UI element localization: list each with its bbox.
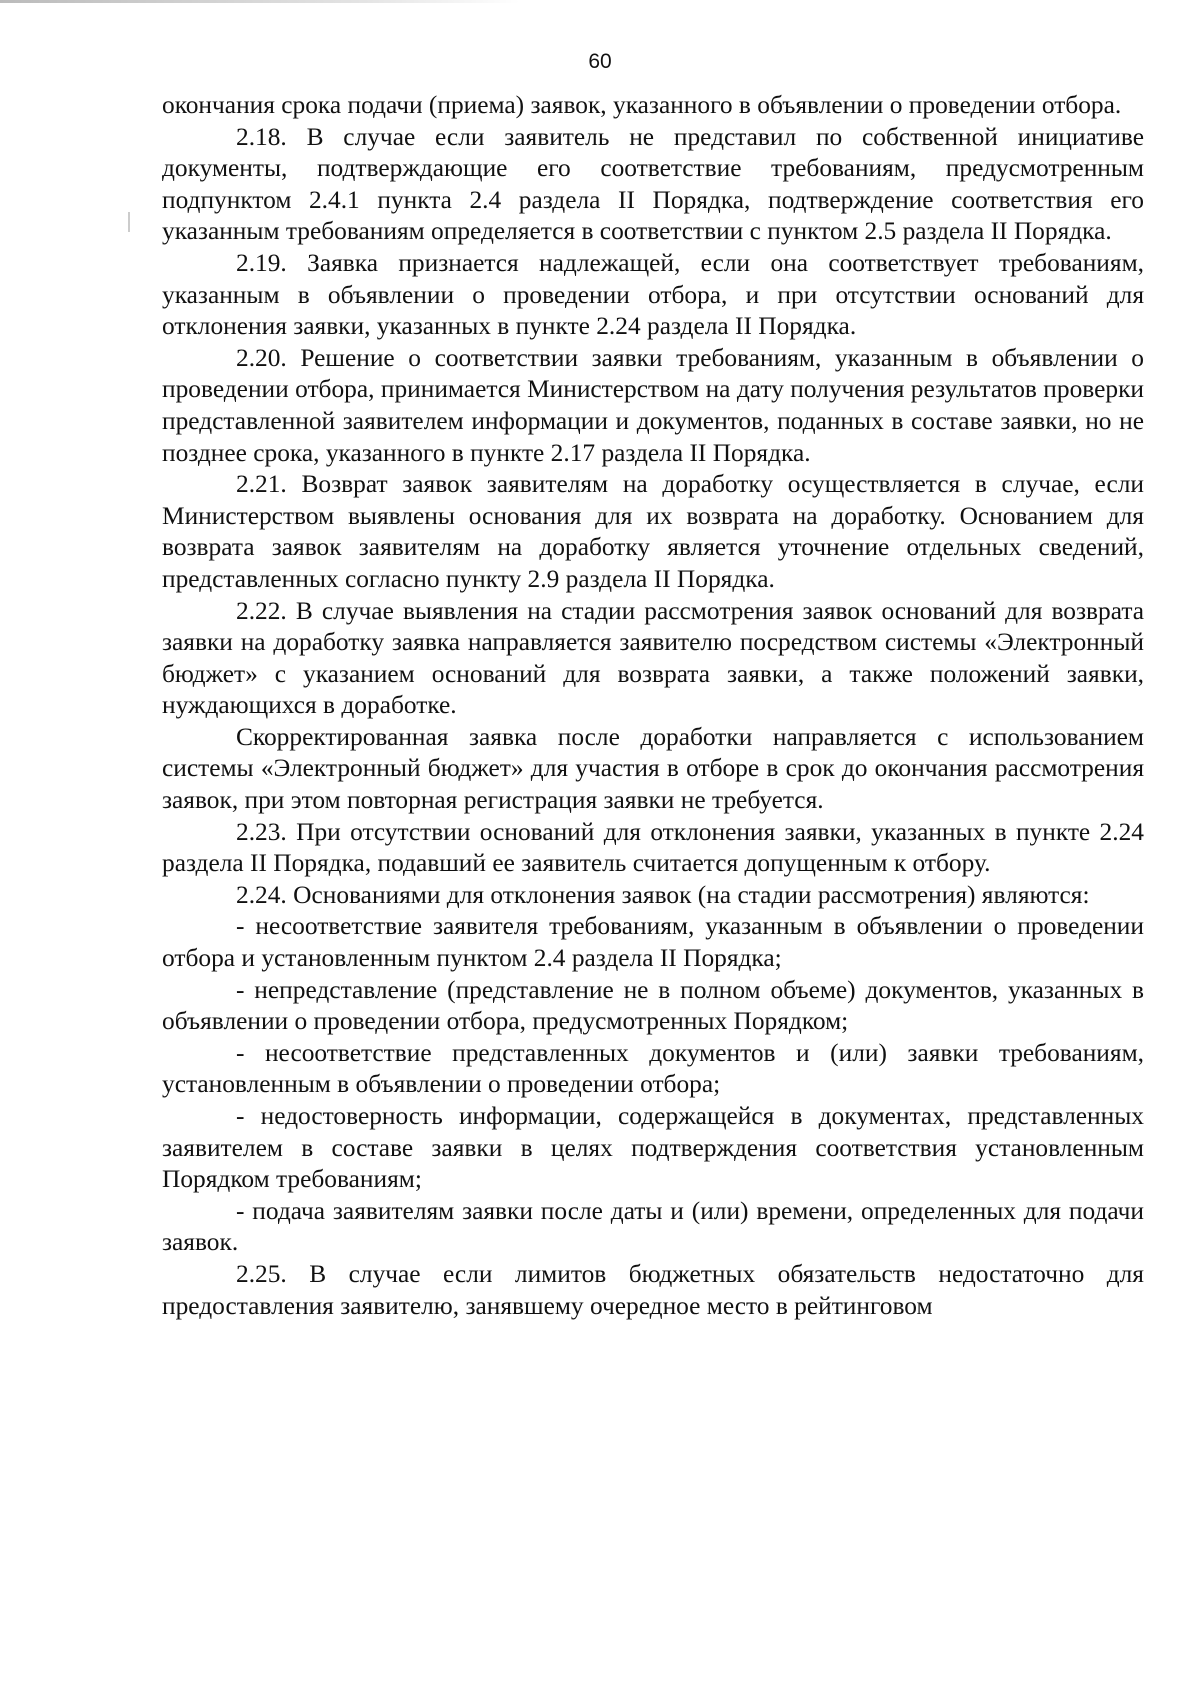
- paragraph-2-19: 2.19. Заявка признается надлежащей, если она соответствует требованиям, указанным в объявлении о проведении отбора, и при отсутствии оснований для отклонения заявки, указанных в пункте 2.24 раздела II Порядка.: [162, 248, 1144, 341]
- scan-margin-mark: [128, 212, 130, 232]
- page-number: 60: [588, 50, 612, 73]
- paragraph-continuation: окончания срока подачи (приема) заявок, указанного в объявлении о проведении отбора.: [162, 91, 1122, 119]
- paragraph-2-21: 2.21. Возврат заявок заявителям на доработку осуществляется в случае, если Министерством выявлены основания для их возврата на доработку. Основанием для возврата заявок заявителям на доработку является уточнение отдельных сведений, представленных согласно пункту 2.9 раздела II Порядка.: [162, 470, 1144, 593]
- list-item-unreliable-information: - недостоверность информации, содержащейся в документах, представленных заявителем в составе заявки в целях подтверждения соответствия установленным Порядком требованиям;: [162, 1102, 1144, 1194]
- list-item-nonconformity-documents: - несоответствие представленных документов и (или) заявки требованиям, установленным в объявлении о проведении отбора;: [162, 1038, 1144, 1099]
- document-body: [162, 90, 1144, 1322]
- list-item-late-submission: - подача заявителям заявки после даты и (или) времени, определенных для подачи заявок.: [162, 1196, 1144, 1257]
- paragraph-2-23: 2.23. При отсутствии оснований для отклонения заявки, указанных в пункте 2.24 раздела II Порядка, подавший ее заявитель считается допущенным к отбору.: [162, 817, 1144, 878]
- paragraph-corrected-application: Скорректированная заявка после доработки направляется с использованием системы «Электронный бюджет» для участия в отборе в срок до окончания рассмотрения заявок, при этом повторная регистрация заявки не требуется.: [162, 722, 1144, 815]
- list-item-missing-documents: - непредставление (представление не в полном объеме) документов, указанных в объявлении о проведении отбора, предусмотренных Порядком;: [162, 975, 1144, 1036]
- paragraph-2-18: 2.18. В случае если заявитель не представил по собственной инициативе документы, подтверждающие его соответствие требованиям, предусмотренным подпунктом 2.4.1 пункта 2.4 раздела II Порядка, подтверждение соответствия его указанным требованиям определяется в соответствии с пунктом 2.5 раздела II Порядка.: [162, 122, 1144, 246]
- list-item-nonconformity-applicant: - несоответствие заявителя требованиям, указанным в объявлении о проведении отбора и установленным пунктом 2.4 раздела II Порядка;: [162, 912, 1144, 973]
- paragraph-2-25: 2.25. В случае если лимитов бюджетных обязательств недостаточно для предоставления заявителю, занявшему очередное место в рейтинговом: [162, 1259, 1144, 1320]
- paragraph-2-24: 2.24. Основаниями для отклонения заявок (на стадии рассмотрения) являются:: [236, 880, 1090, 909]
- scan-edge-shadow: [0, 0, 520, 3]
- paragraph-2-22: 2.22. В случае выявления на стадии рассмотрения заявок оснований для возврата заявки на доработку заявка направляется заявителю посредством системы «Электронный бюджет» с указанием оснований для возврата заявки, а также положений заявки, нуждающихся в доработке.: [162, 596, 1144, 720]
- paragraph-2-20: 2.20. Решение о соответствии заявки требованиям, указанным в объявлении о проведении отбора, принимается Министерством на дату получения результатов проверки представленной заявителем информации и документов, поданных в составе заявки, но не позднее срока, указанного в пункте 2.17 раздела II Порядка.: [162, 343, 1144, 467]
